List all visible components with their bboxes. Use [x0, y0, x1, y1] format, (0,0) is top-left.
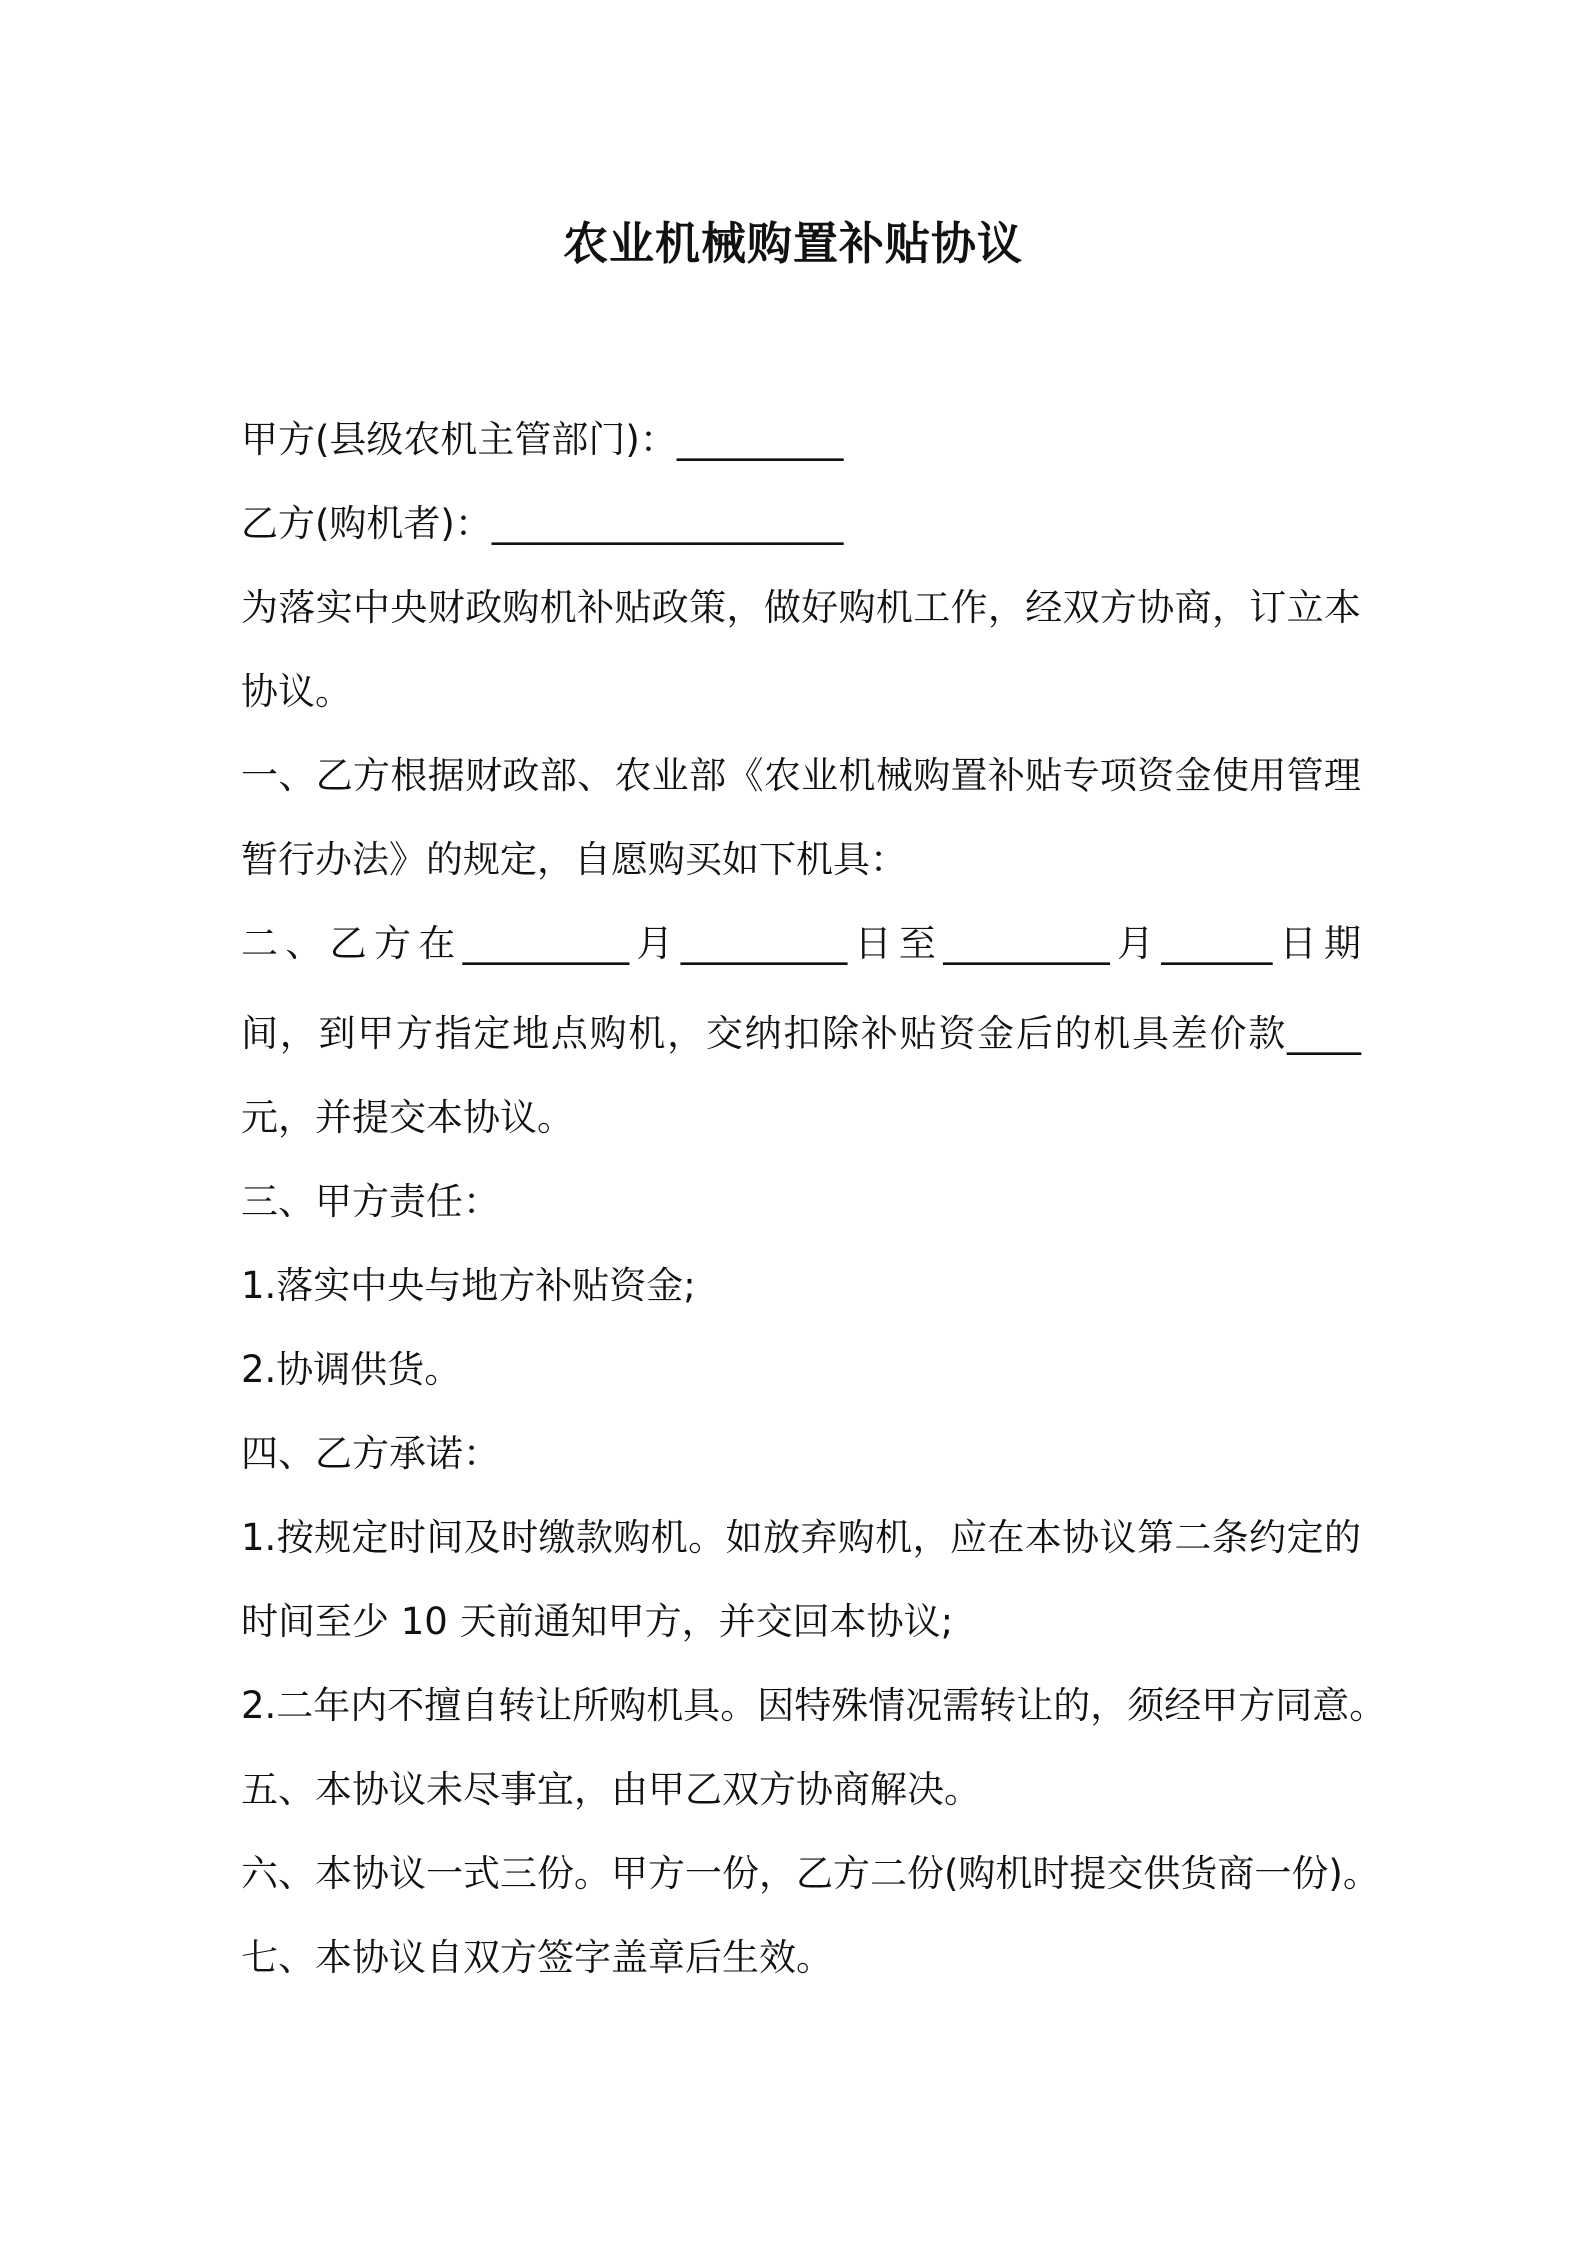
clause-1-line-2: 暂行办法》的规定，自愿购买如下机具： [241, 838, 907, 881]
clause-4-item-1-line-1: 1.按规定时间及时缴款购机。如放弃购机，应在本协议第二条约定的 [241, 1516, 1361, 1559]
clause-3-item-1: 1.落实中央与地方补贴资金; [241, 1264, 696, 1307]
document-title: 农业机械购置补贴协议 [562, 217, 1023, 270]
clause-5: 五、本协议未尽事宜，由甲乙双方协商解决。 [241, 1768, 981, 1811]
clause-3-heading: 三、甲方责任： [241, 1180, 500, 1223]
party-b-line: 乙方(购机者)：___________________ [241, 502, 844, 545]
clause-3-item-2: 2.协调供货。 [241, 1348, 462, 1391]
clause-4-heading: 四、乙方承诺： [241, 1432, 500, 1475]
clause-1-line-1: 一、乙方根据财政部、农业部《农业机械购置补贴专项资金使用管理 [241, 754, 1361, 797]
clause-4-item-2: 2.二年内不擅自转让所购机具。因特殊情况需转让的，须经甲方同意。 [241, 1684, 1387, 1727]
clause-4-item-1-line-2: 时间至少 10 天前通知甲方，并交回本协议; [241, 1600, 954, 1643]
intro-line-1: 为落实中央财政购机补贴政策，做好购机工作，经双方协商，订立本 [241, 586, 1361, 629]
intro-line-2: 协议。 [241, 670, 352, 713]
document-body [241, 410, 1387, 2012]
clause-6: 六、本协议一式三份。甲方一份，乙方二份(购机时提交供货商一份)。 [241, 1852, 1380, 1895]
clause-2-line-2: 间，到甲方指定地点购机，交纳扣除补贴资金后的机具差价款____ [241, 1012, 1361, 1055]
party-a-line: 甲方(县级农机主管部门)：_________ [241, 418, 844, 461]
clause-2-line-3: 元，并提交本协议。 [241, 1096, 574, 1139]
clause-7: 七、本协议自双方签字盖章后生效。 [241, 1936, 833, 1979]
clause-2-line-1: 二、乙方在_________月_________日至_________月______日期 [241, 922, 1361, 965]
